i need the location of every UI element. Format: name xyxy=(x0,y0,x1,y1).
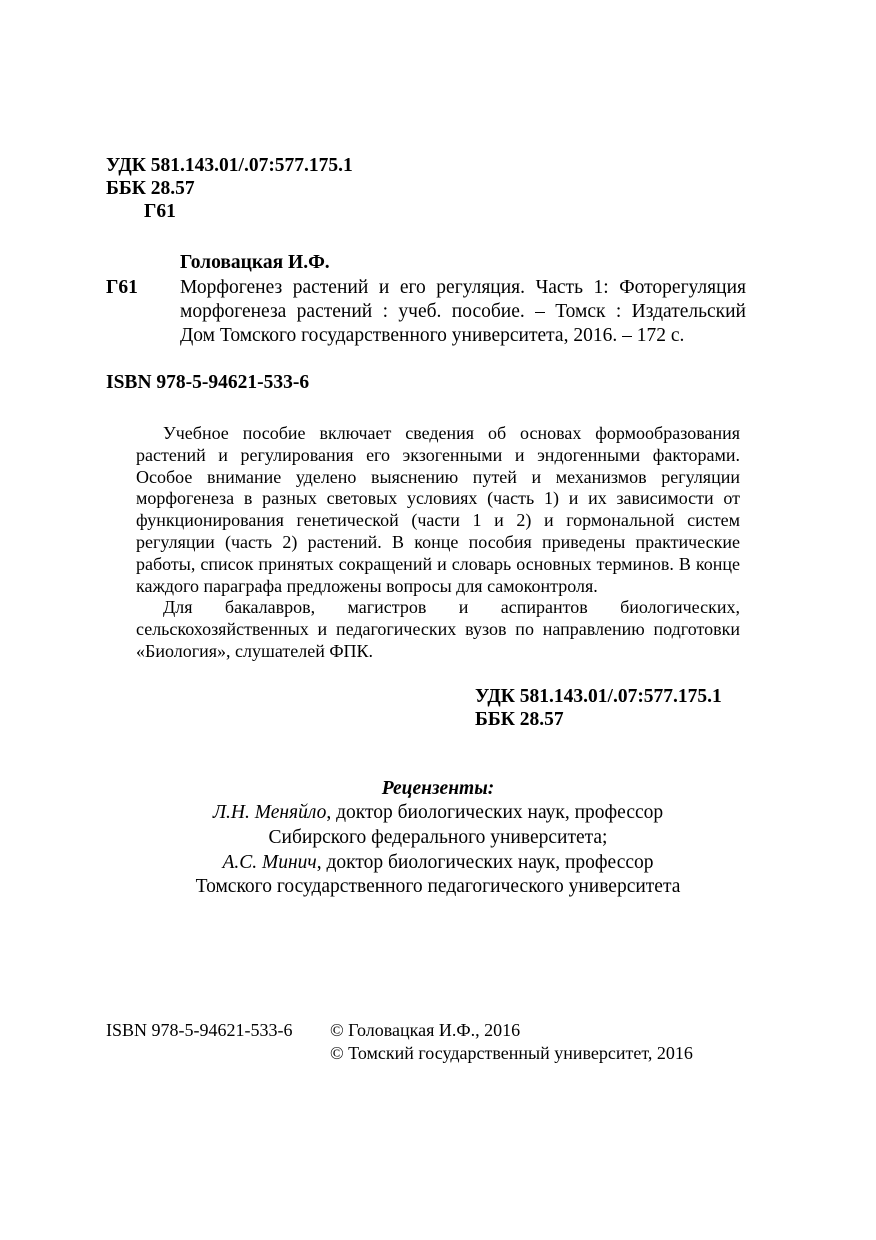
abstract-paragraph-1: Учебное пособие включает сведения об основах формообразования растений и регулирования его экзогенными и эндогенными факторами. Особое внимание уделено выяснению путей и механизмов регуляции морфогенеза в разных световых условиях (часть 1) и их зависимости от функционирования генетической (части 1 и 2) и гормональной систем регуляции (часть 2) растений. В конце пособия приведены практические работы, список принятых сокращений и словарь основных терминов. В конце каждого параграфа предложены вопросы для самоконтроля. xyxy=(136,423,740,596)
author-mark-side: Г61 xyxy=(106,277,138,298)
reviewer-2-name: А.С. Минич xyxy=(222,852,317,873)
reviewer-1-name: Л.Н. Меняйло xyxy=(212,802,327,823)
copyright-author: © Головацкая И.Ф., 2016 xyxy=(330,1020,521,1040)
bibliographic-line-2: морфогенеза растений : учеб. пособие. – Томск : Издательский xyxy=(180,301,746,322)
isbn-heading: ISBN 978-5-94621-533-6 xyxy=(106,372,310,393)
author-name: Головацкая И.Ф. xyxy=(180,252,330,273)
reviewer-2-degree: , доктор биологических наук, профессор xyxy=(316,852,654,873)
reviewer-1 xyxy=(0,801,876,824)
reviewer-1-degree: , доктор биологических наук, профессор xyxy=(326,802,664,823)
udk-code-repeat: УДК 581.143.01/.07:577.175.1 xyxy=(475,686,722,707)
reviewers-title: Рецензенты: xyxy=(381,778,495,799)
bbk-code: ББК 28.57 xyxy=(106,178,195,199)
reviewer-2 xyxy=(0,851,876,874)
bibliographic-line-1: Морфогенез растений и его регуляция. Часть 1: Фоторегуляция xyxy=(180,277,746,298)
bibliographic-line-3: Дом Томского государственного университета, 2016. – 172 с. xyxy=(180,325,685,346)
udk-code: УДК 581.143.01/.07:577.175.1 xyxy=(106,155,353,176)
copyright-university: © Томский государственный университет, 2016 xyxy=(330,1043,693,1063)
reviewer-2-organization: Томского государственного педагогического университета xyxy=(195,876,681,897)
abstract xyxy=(136,423,740,663)
reviewer-1-organization: Сибирского федерального университета; xyxy=(268,827,608,848)
bbk-code-repeat: ББК 28.57 xyxy=(475,709,564,730)
abstract-paragraph-2: Для бакалавров, магистров и аспирантов биологических, сельскохозяйственных и педагогических вузов по направлению подготовки «Биология», слушателей ФПК. xyxy=(136,597,740,661)
author-mark: Г61 xyxy=(144,201,176,222)
isbn-footer: ISBN 978-5-94621-533-6 xyxy=(106,1020,293,1040)
